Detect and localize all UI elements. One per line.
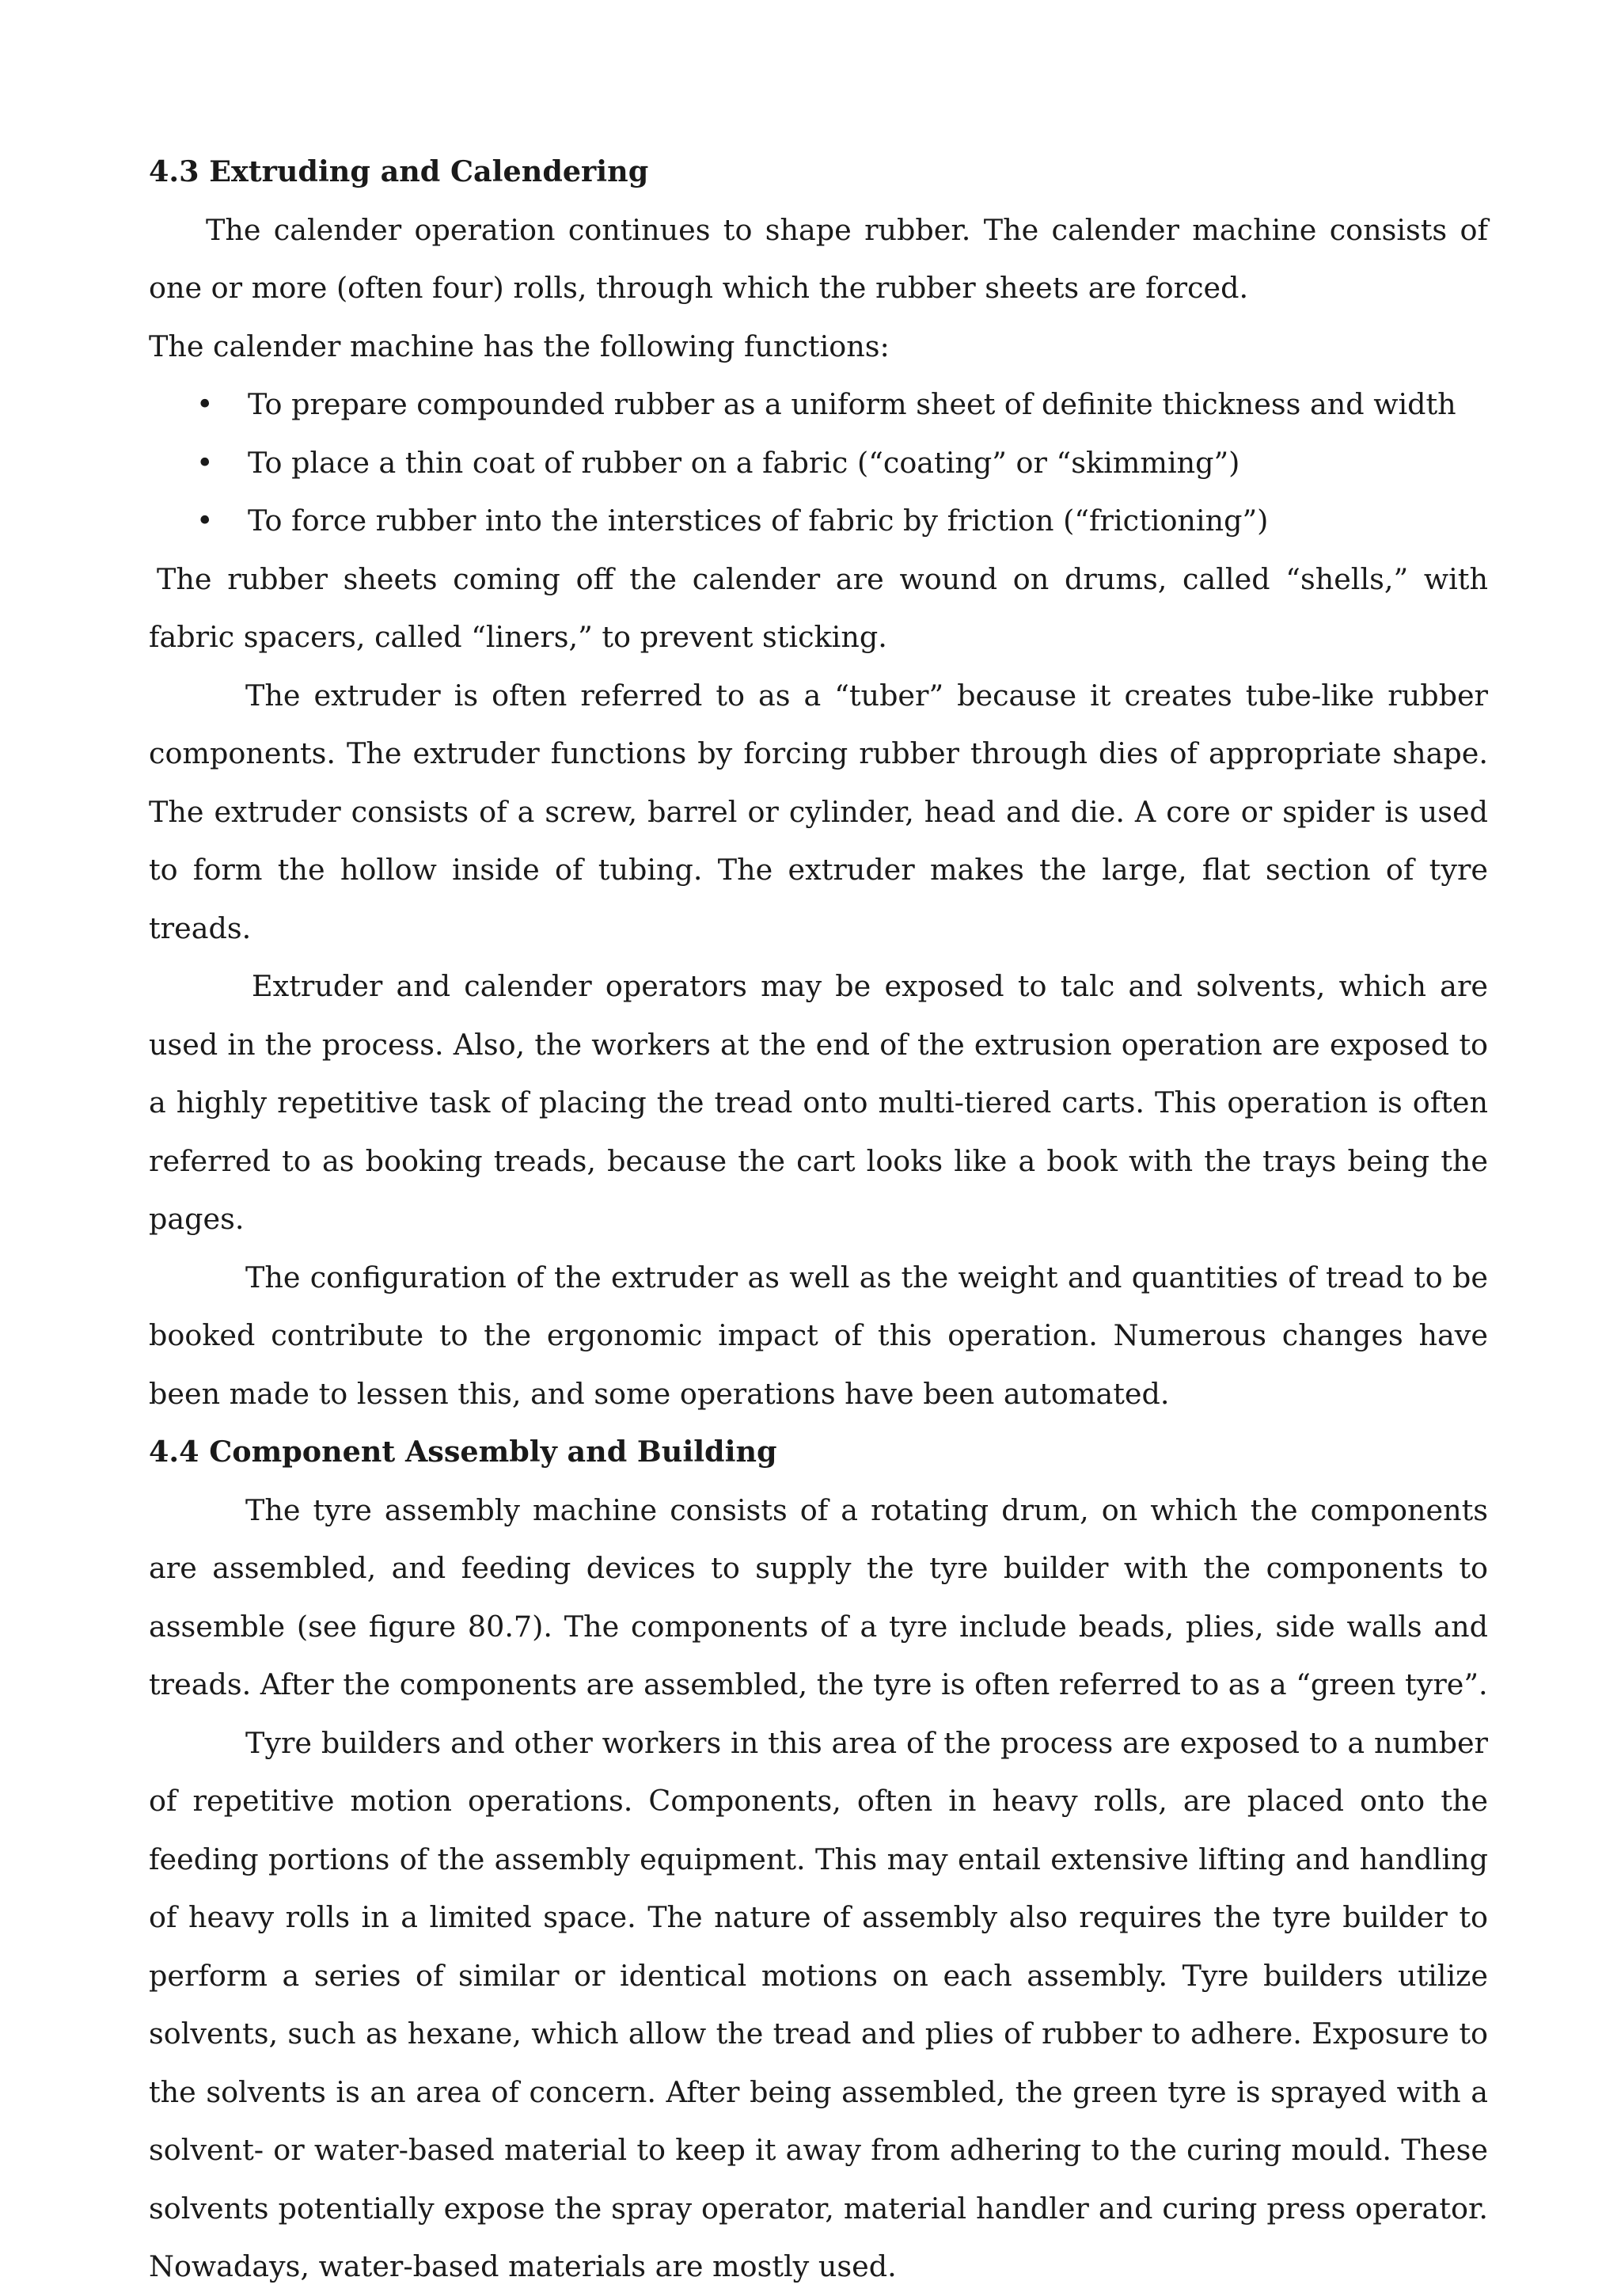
section-heading-4-3: 4.3 Extruding and Calendering — [149, 154, 649, 188]
section-heading-4-4: 4.4 Component Assembly and Building — [149, 1435, 777, 1469]
paragraph-calender-functions-lead: The calender machine has the following functions: — [149, 329, 890, 363]
paragraph-ergonomic-impact: The configuration of the extruder as well as the weight and quantities of tread to be booked contribute to the ergonomic impact of this operation. Numerous changes have been made to lessen this, and some operations have been automated. — [149, 1260, 1488, 1411]
paragraph-rubber-sheets: The rubber sheets coming off the calender are wound on drums, called “shells,” with fabric spacers, called “liners,” to prevent sticking. — [149, 561, 1488, 654]
document-page — [149, 143, 1488, 2296]
paragraph-assembly-machine: The tyre assembly machine consists of a rotating drum, on which the components are assembled, and feeding devices to supply the tyre builder with the components to assemble (see figure 80.7). The components of a tyre include beads, plies, side walls and treads. After the components are assembled, the tyre is often referred to as a “green tyre”. — [149, 1492, 1488, 1701]
list-item: • To place a thin coat of rubber on a fabric (“coating” or “skimming”) — [149, 434, 1488, 492]
paragraph-operators-exposure: Extruder and calender operators may be exposed to talc and solvents, which are used in the process. Also, the workers at the end of the extrusion operation are exposed to a highly repetitive task of placing the tread onto multi-tiered carts. This operation is often referred to as booking treads, because the cart looks like a book with the trays being the pages. — [149, 969, 1488, 1236]
list-item: • To prepare compounded rubber as a uniform sheet of definite thickness and width — [149, 375, 1488, 434]
paragraph-calender-intro: The calender operation continues to shape rubber. The calender machine consists of one or more (often four) rolls, through which the rubber sheets are forced. — [149, 212, 1488, 305]
calender-functions-list — [149, 375, 1488, 550]
paragraph-extruder: The extruder is often referred to as a “tuber” because it creates tube-like rubber components. The extruder functions by forcing rubber through dies of appropriate shape. The extruder consists of a screw, barrel or cylinder, head and die. A core or spider is used to form the hollow inside of tubing. The extruder makes the large, flat section of tyre treads. — [149, 678, 1488, 945]
paragraph-tyre-builders: Tyre builders and other workers in this area of the process are exposed to a number of repetitive motion operations. Components, often in heavy rolls, are placed onto the feeding portions of the assembly equipment. This may entail extensive lifting and handling of heavy rolls in a limited space. The nature of assembly also requires the tyre builder to perform a series of similar or identical motions on each assembly. Tyre builders utilize solvents, such as hexane, which allow the tread and plies of rubber to adhere. Exposure to the solvents is an area of concern. After being assembled, the green tyre is sprayed with a solvent- or water-based material to keep it away from adhering to the curing mould. These solvents potentially expose the spray operator, material handler and curing press operator. Nowadays, water-based materials are mostly used. — [149, 1725, 1488, 2283]
list-item: • To force rubber into the interstices of fabric by friction (“frictioning”) — [149, 492, 1488, 550]
